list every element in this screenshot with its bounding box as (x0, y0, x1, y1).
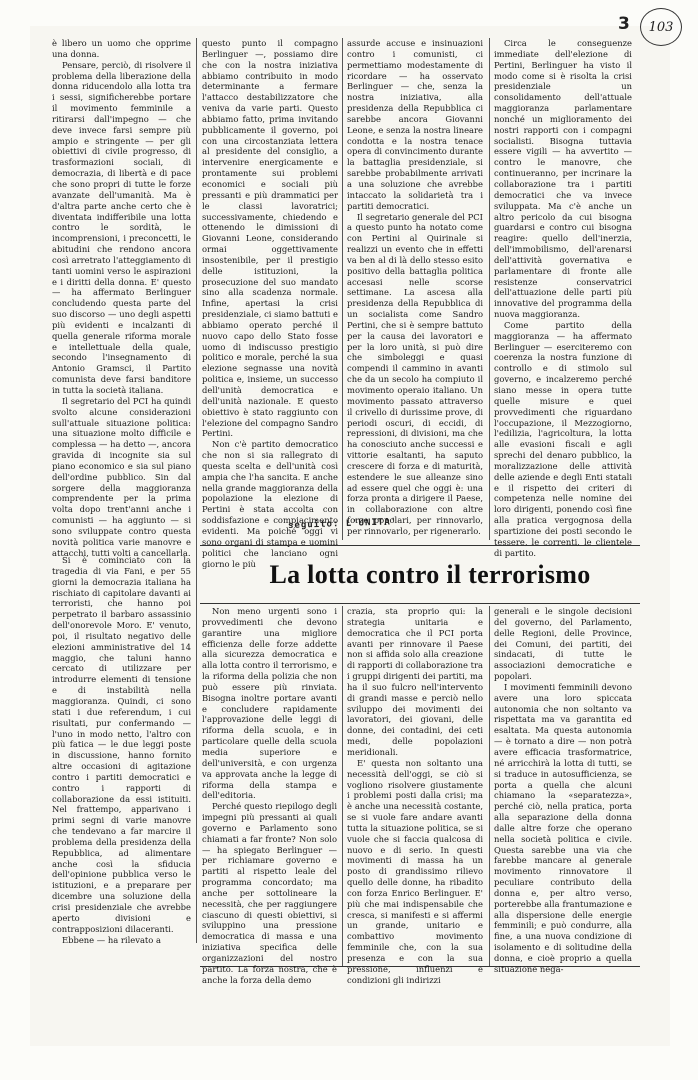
column-divider (342, 606, 343, 966)
paragraph: E' questa non soltanto una necessità dell'oggi, se ciò si vogliono risolvere giustamente i problemi posti dalla crisi; ma è anche una necessità costante, se si vuole fare andare avanti tutta la situazione politica, se si vuole che si faccia qualcosa di nuovo e di serio. In questi movimenti di massa ha un posto di grandissimo rilievo quello delle donne, ha ribadito con forza Enrico Berlinguer. E' più che mai indispensabile che cresca, si manifesti e si affermi un grande, unitario e combattivo movimento femminile che, con la sua presenza e con la sua pressione, influenzi e condizioni gli indirizzi (347, 757, 483, 985)
paragraph: Non meno urgenti sono i provvedimenti che devono garantire una migliore efficienza delle forze addette alla sicurezza democratica e alla lotta contro il terrorismo, e la riforma della polizia che non può essere più rinviata. Bisogna inoltre portare avanti e concludere rapidamente l'approvazione delle leggi di riforma della scuola, e in particolare quelle della scuola media superiore e dell'università, e con urgenza va approvata anche la legge di riforma della stampa e dell'editoria. (202, 606, 337, 801)
section-divider (200, 545, 640, 546)
column-divider (342, 38, 343, 540)
column-divider (489, 606, 490, 966)
column-5 (202, 606, 337, 985)
archive-number-circle: 103 (640, 8, 682, 46)
paragraph: Si è cominciato con la tragedia di via Fani, e per 55 giorni la democrazia italiana ha rischiato di capitolare davanti ai terroristi, che hanno poi perpetrato il barbaro assassinio dell'onorevole Moro. E' venuto, poi, il risultato negativo delle elezioni amministrative del 14 maggio, che taluni hanno cercato di utilizzare per introdurre elementi di tensione e di instabilità nella maggioranza. Quindi, ci sono stati i due referendum, i cui risultati, pur confermando — l'uno in modo netto, l'altro con più fatica — le due leggi poste in discussione, hanno fornito altre occasioni di agitazione contro i partiti democratici e contro i rapporti di collaborazione da essi istituiti. Nel frattempo, apparivano i primi segni di varie manovre che tendevano a far marcire il problema della presidenza della Repubblica, ad alimentare anche così la sfiducia dell'opinione pubblica verso le istituzioni, e a preparare per dicembre una soluzione della crisi presidenziale che avrebbe aperto divisioni e contrapposizioni dilaceranti. (52, 555, 191, 934)
page-number: 3 (618, 14, 630, 34)
paragraph: generali e le singole decisioni del governo, del Parlamento, delle Regioni, delle Province, dei Comuni, dei partiti, dei sindacati, di tutte le associazioni democratiche e popolari. (494, 606, 632, 682)
column-divider (196, 38, 197, 943)
column-7 (494, 606, 632, 974)
handwritten-source-note: seguito: L'UNITA' (287, 517, 398, 531)
column-1 (52, 38, 191, 558)
paragraph: Ebbene — ha rilevato a (62, 934, 161, 945)
column-1-lower (52, 555, 191, 945)
paragraph: crazia, sta proprio qui: la strategia unitaria e democratica che il PCI porta avanti per rinnovare il Paese non si affida solo alla creazione di rapporti di collaborazione tra i gruppi dirigenti dei partiti, ma ha il suo fulcro nell'intervento di grandi masse e perciò nello sviluppo dei movimenti dei lavoratori, dei giovani, delle donne, dei contadini, dei ceti medi, delle popolazioni meridionali. (347, 606, 483, 757)
paragraph: assurde accuse e insinuazioni contro i comunisti, ci permettiamo modestamente di ricordare — ha osservato Berlinguer — che, senza la nostra iniziativa, alla presidenza della Repubblica ci sarebbe ancora Giovanni Leone, e senza la nostra lineare condotta e la nostra tenace opera di convincimento durante la battaglia presidenziale, si sarebbe probabilmente arrivati a una soluzione che avrebbe intaccato la solidarietà tra i partiti democratici. (347, 38, 483, 211)
column-divider (489, 38, 490, 540)
paragraph: Circa le conseguenze immediate dell'elezione di Pertini, Berlinguer ha visto il modo come si è risolta la crisi presidenziale un consolidamento dell'attuale maggioranza parlamentare nonché un miglioramento dei nostri rapporti con i compagni socialisti. Bisogna tuttavia essere vigili — ha avvertito — contro le manovre, che continueranno, per incrinare la collaborazione tra i partiti democratici che va invece sviluppata. Ma c'è anche un altro pericolo da cui bisogna guardarsi e contro cui bisogna reagire: quello dell'inerzia, dell'immobilismo, dell'arenarsi dell'attività governativa e parlamentare di fronte alle resistenze conservatrici dell'attuazione delle parti più innovative del programma della nuova maggioranza. (494, 38, 632, 320)
paragraph: Il segretario del PCI ha quindi svolto alcune considerazioni sull'attuale situazione politica: una situazione molto difficile e complessa — ha detto —, ancora gravida di incognite sia sul piano economico e sia sul piano dell'ordine pubblico. Sin dal sorgere della maggioranza comprendente per la prima volta dopo trent'anni anche i comunisti — ha aggiunto — si sono sviluppate contro questa novità politica varie manovre e attacchi, tutti volti a cancellarla. (52, 395, 191, 558)
column-2 (202, 38, 338, 569)
paragraph: Il segretario generale del PCI a questo punto ha notato come con Pertini al Quirinale si realizzi un evento che in effetti va ben al di là dello stesso esito positivo della battaglia politica accesasi nelle scorse settimane. La ascesa alla presidenza della Repubblica di un socialista come Sandro Pertini, che si è sempre battuto per la causa dei lavoratori e per la loro unità, si può dire che simboleggi e quasi compendi il cammino in avanti che da un secolo ha compiuto il movimento operaio italiano. Un movimento passato attraverso il crivello di durissime prove, di periodi oscuri, di eccidi, di repressioni, di divisioni, ma che ha conosciuto anche successi e vittorie esaltanti, ha saputo crescere di forza e di maturità, estendere le sue alleanze sino ad essere quel che oggi è: una forza pronta a dirigere il Paese, in collaborazione con altre forze popolari, per rinnovarlo, per rinnovarlo, per rigenerarlo. (347, 211, 483, 536)
section-divider (200, 603, 640, 604)
article-headline: La lotta contro il terrorismo (269, 560, 591, 589)
paragraph: questo punto il compagno Berlinguer —, possiamo dire che con la nostra iniziativa abbiamo contribuito in modo determinante a fermare l'attacco destabilizzatore che veniva da varie parti. Questo abbiamo fatto, prima invitando pubblicamente il governo, poi con una circostanziata lettera al presidente del consiglio, a intervenire energicamente e prontamente sui problemi economici e sociali più pressanti e più drammatici per le classi lavoratrici; successivamente, chiedendo e ottenendo le dimissioni di Giovanni Leone, considerando ormai oggettivamente insostenibile, per il prestigio delle istituzioni, la prosecuzione del suo mandato sino alla scadenza normale. Infine, apertasi la crisi presidenziale, ci siamo battuti e abbiamo operato perché il nuovo capo dello Stato fosse uomo di indiscusso prestigio politico e morale, perché la sua elezione segnasse una novità politica e, insieme, un successo dell'unità democratica e dell'unità nazionale. E questo obiettivo è stato raggiunto con l'elezione del compagno Sandro Pertini. (202, 38, 338, 439)
paragraph: Non c'è partito democratico che non si sia rallegrato di questa scelta e dell'unità così ampia che l'ha sancita. E anche nella grande maggioranza della popolazione la elezione di Pertini è stata accolta con soddisfazione e compiacimento evidenti. Ma poiché oggi vi sono organi di stampa e uomini politici che lanciano ogni giorno le più (202, 439, 338, 569)
column-4 (494, 38, 632, 558)
paragraph: Come partito della maggioranza — ha affermato Berlinguer — eserciteremo con coerenza la nostra funzione di controllo e di stimolo sul governo, e incalzeremo perché siano messe in opera tutte quelle misure e quei provvedimenti che riguardano l'occupazione, il Mezzogiorno, l'edilizia, l'agricoltura, la lotta alle evasioni fiscali e agli sprechi del denaro pubblico, la moralizzazione delle attività delle aziende e degli Enti statali e il rispetto dei criteri di competenza nelle nomine dei loro dirigenti, ponendo così fine alla pratica vergognosa della spartizione dei posti secondo le tessere, le correnti, le clientele di partito. (494, 319, 632, 558)
paragraph: Pensare, perciò, di risolvere il problema della liberazione della donna riducendolo alla lotta tra i sessi, significherebbe portare il movimento femminile a ritirarsi dall'impegno — che deve invece farsi sempre più ampio e stringente — per gli obiettivi di civile progresso, di trasformazioni sociali, di democrazia, di libertà e di pace che sono propri di tutte le forze avanzate dell'umanità. Ma è d'altra parte anche certo che è diventata indifferibile una lotta contro le sordità, le incomprensioni, i preconcetti, le abitudini che rendono ancora così arretrato l'atteggiamento di tanti uomini verso le aspirazioni e i diritti della donna. E' questo — ha affermato Berlinguer concludendo questa parte del suo discorso — uno degli aspetti più evidenti e incalzanti di quella generale riforma morale e intellettuale della quale, secondo l'insegnamento di Antonio Gramsci, il Partito comunista deve farsi banditore in tutta la società italiana. (52, 59, 191, 395)
paragraph: Perché questo riepilogo degli impegni più pressanti ai quali governo e Parlamento sono chiamati a far fronte? Non solo — ha spiegato Berlinguer — per richiamare governo e partiti al rispetto leale del programma concordato; ma anche per sottolineare la necessità, che per raggiungere ciascuno di questi obiettivi, si sviluppino una pressione democratica di massa e una iniziativa specifica delle organizzazioni del nostro partito. La forza nostra, che è anche la forza della demo (202, 801, 337, 985)
paragraph: I movimenti femminili devono avere una loro spiccata autonomia che non soltanto va rispettata ma va garantita ed esaltata. Ma questa autonomia — è tornato a dire — non potrà avere efficacia trasformatrice, né arricchirà la lotta di tutti, se si traduce in autosufficienza, se porta a quella che alcuni chiamano la «separatezza», perché ciò, nella pratica, porta alla separazione della donna dalle altre forze che operano nella società politica e civile. Questa sarebbe una via che farebbe mancare al generale movimento rinnovatore il peculiare contributo della donna e, per altro verso, porterebbe alla frantumazione e alla dispersione delle energie femminili; e può condurre, alla fine, a una nuova condizione di isolamento e di solitudine della donna, e cioè proprio a quella situazione nega- (494, 681, 632, 974)
column-3 (347, 38, 483, 543)
column-6 (347, 606, 483, 985)
paragraph: è libero un uomo che opprime una donna. (52, 38, 191, 59)
